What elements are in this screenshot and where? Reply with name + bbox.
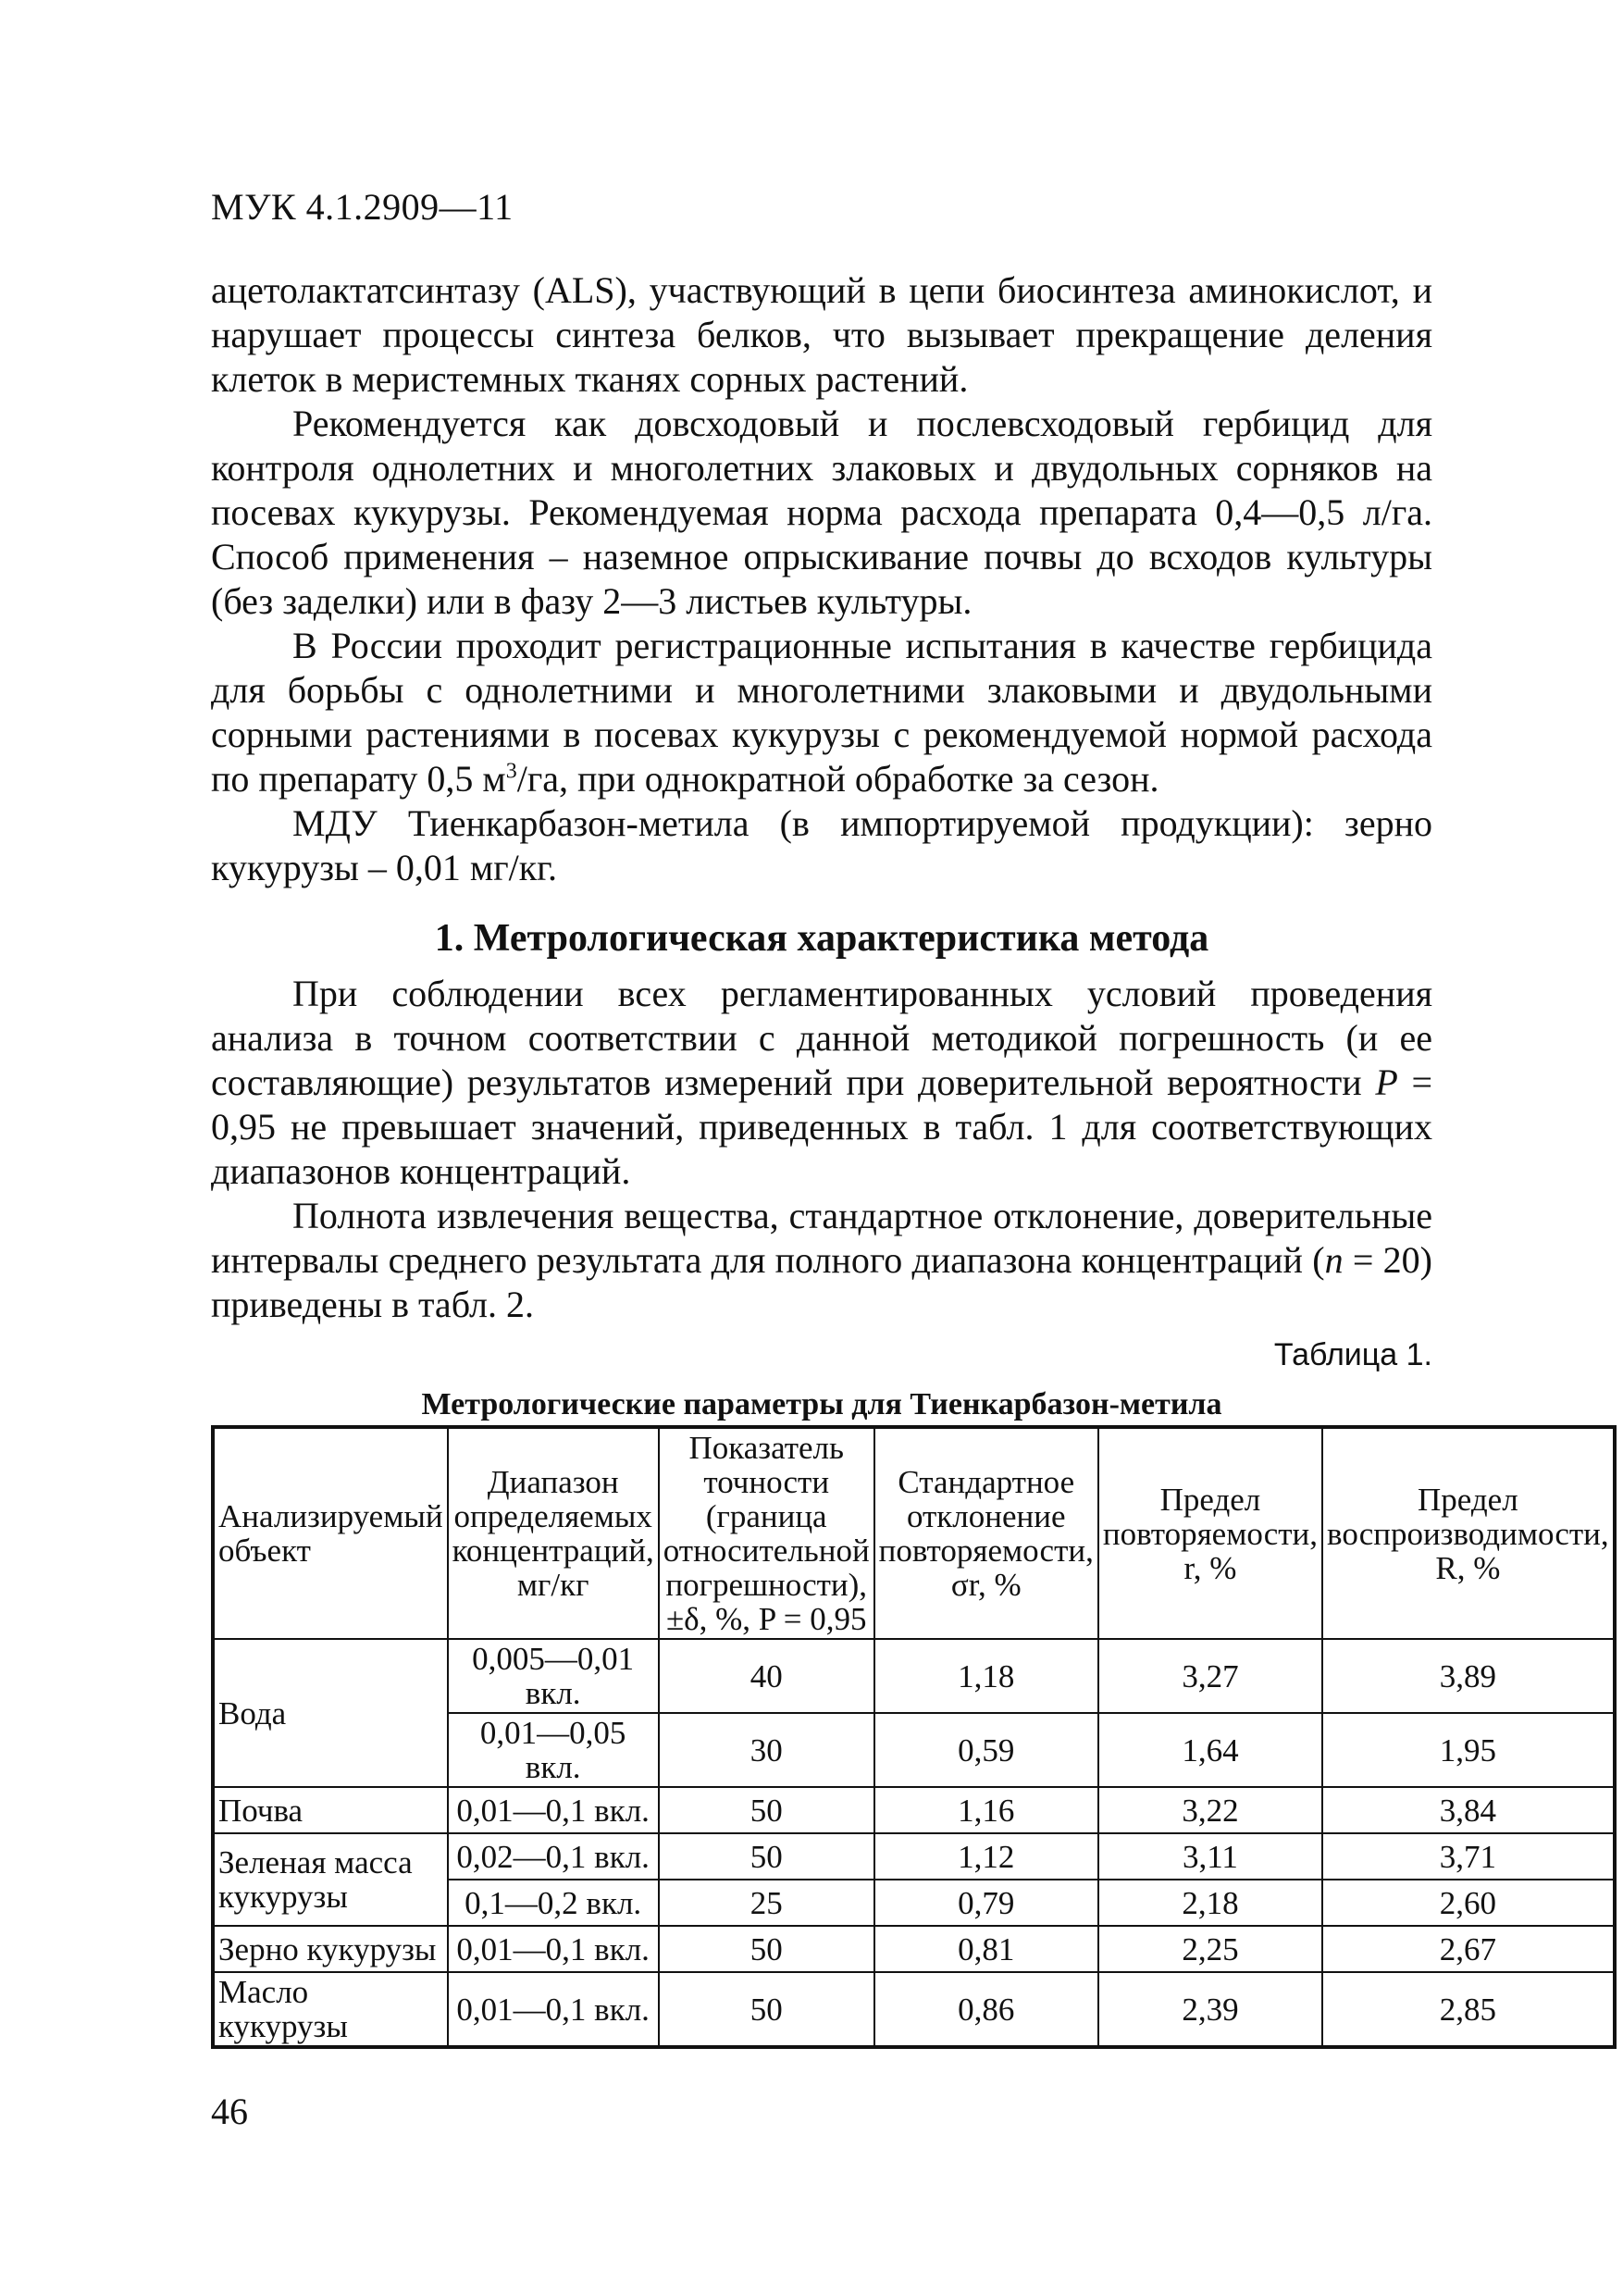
paragraph: МДУ Тиенкарбазон-метила (в импортируемой продукции): зерно кукурузы – 0,01 мг/кг. (211, 802, 1432, 888)
variable: P (1375, 1061, 1398, 1103)
cell-repeatability: 2,39 (1098, 1972, 1322, 2047)
superscript: 3 (505, 759, 517, 784)
paragraph (211, 624, 1432, 801)
table-title: Метрологические параметры для Тиенкарбазон-метила (421, 1387, 1222, 1421)
paragraph-text: Полнота извлечения вещества, стандартное отклонение, доверительные интервалы среднего результата для полного диапазона концентраций ( (211, 1195, 1432, 1281)
cell-std: 0,59 (874, 1713, 1098, 1787)
cell-reproducibility: 2,60 (1322, 1880, 1615, 1926)
table-row (213, 1639, 1615, 1713)
cell-std: 0,79 (874, 1880, 1098, 1926)
cell-accuracy: 40 (659, 1639, 874, 1713)
cell-reproducibility: 2,67 (1322, 1926, 1615, 1972)
cell-object: Почва (213, 1787, 448, 1833)
cell-repeatability: 3,11 (1098, 1833, 1322, 1880)
paragraph-text: При соблюдении всех регламентированных условий проведения анализа в точном соответствии с данной методикой погрешность (и ее составляющие) результатов измерений при доверительной вероятности (211, 973, 1432, 1103)
header-repeatability: Предел повторяемости, r, % (1098, 1427, 1322, 1639)
cell-object: Зерно кукурузы (213, 1926, 448, 1972)
cell-range: 0,02—0,1 вкл. (448, 1833, 659, 1880)
section-title: 1. Метрологическая характеристика метода (434, 917, 1209, 960)
cell-object: Масло кукурузы (213, 1972, 448, 2047)
document-code: МУК 4.1.2909—11 (211, 186, 514, 228)
cell-repeatability: 2,25 (1098, 1926, 1322, 1972)
body-text (211, 268, 1432, 1427)
table-row (213, 1833, 1615, 1880)
paragraph-text: /га, при однократной обработке за сезон. (516, 758, 1159, 800)
cell-range: 0,01—0,1 вкл. (448, 1926, 659, 1972)
cell-repeatability: 1,64 (1098, 1713, 1322, 1787)
cell-range: 0,01—0,05 вкл. (448, 1713, 659, 1787)
cell-accuracy: 50 (659, 1926, 874, 1972)
paragraph-text: = 0,95 не превышает значений, приведенных в табл. 1 для соответствующих диапазонов концентраций. (211, 1061, 1433, 1192)
header-std: Стандартное отклонение повторяемости, σr, % (874, 1427, 1098, 1639)
cell-reproducibility: 3,71 (1322, 1833, 1615, 1880)
table-header-row (213, 1427, 1615, 1639)
cell-std: 0,86 (874, 1972, 1098, 2047)
cell-object: Зеленая масса кукурузы (213, 1833, 448, 1926)
cell-std: 1,18 (874, 1639, 1098, 1713)
header-object: Анализируемый объект (213, 1427, 448, 1639)
cell-std: 1,16 (874, 1787, 1098, 1833)
cell-reproducibility: 3,89 (1322, 1639, 1615, 1713)
cell-accuracy: 50 (659, 1833, 874, 1880)
cell-repeatability: 3,22 (1098, 1787, 1322, 1833)
header-reproducibility: Предел воспроизводимости, R, % (1322, 1427, 1615, 1639)
paragraph-text: = 20) приведены в табл. 2. (211, 1239, 1432, 1325)
header-accuracy: Показатель точности (граница относительной погрешности), ±δ, %, P = 0,95 (659, 1427, 874, 1639)
cell-reproducibility: 3,84 (1322, 1787, 1615, 1833)
paragraph: Рекомендуется как довсходовый и послевсходовый гербицид для контроля однолетних и многолетних злаковых и двудольных сорняков на посевах кукурузы. Рекомендуемая норма расхода препарата 0,4—0,5 л/га. Способ применения – наземное опрыскивание почвы до всходов культуры (без заделки) или в фазу 2—3 листьев культуры. (211, 403, 1432, 622)
paragraph-text: В России проходит регистрационные испытания в качестве гербицида для борьбы с однолетними и многолетними злаковыми и двудольными сорными растениями в посевах кукурузы с рекомендуемой нормой расхода по препарату 0,5 м (211, 625, 1432, 800)
variable: n (1324, 1239, 1344, 1281)
cell-object: Вода (213, 1639, 448, 1787)
cell-range: 0,01—0,1 вкл. (448, 1972, 659, 2047)
cell-accuracy: 50 (659, 1972, 874, 2047)
cell-range: 0,1—0,2 вкл. (448, 1880, 659, 1926)
metrology-table (211, 1425, 1617, 2049)
cell-reproducibility: 1,95 (1322, 1713, 1615, 1787)
cell-range: 0,005—0,01 вкл. (448, 1639, 659, 1713)
cell-accuracy: 25 (659, 1880, 874, 1926)
cell-std: 1,12 (874, 1833, 1098, 1880)
paragraph (211, 972, 1432, 1194)
page-number: 46 (211, 2091, 248, 2132)
table-row (213, 1787, 1615, 1833)
cell-std: 0,81 (874, 1926, 1098, 1972)
cell-reproducibility: 2,85 (1322, 1972, 1615, 2047)
cell-accuracy: 30 (659, 1713, 874, 1787)
cell-repeatability: 3,27 (1098, 1639, 1322, 1713)
table-label: Таблица 1. (1273, 1337, 1432, 1372)
cell-repeatability: 2,18 (1098, 1880, 1322, 1926)
paragraph (211, 1194, 1432, 1327)
header-range: Диапазон определяемых концентраций, мг/кг (448, 1427, 659, 1639)
paragraph: ацетолактатсинтазу (ALS), участвующий в цепи биосинтеза аминокислот, и нарушает процессы синтеза белков, что вызывает прекращение деления клеток в меристемных тканях сорных растений. (211, 269, 1432, 400)
cell-accuracy: 50 (659, 1787, 874, 1833)
table-row (213, 1926, 1615, 1972)
table-row (213, 1972, 1615, 2047)
cell-range: 0,01—0,1 вкл. (448, 1787, 659, 1833)
